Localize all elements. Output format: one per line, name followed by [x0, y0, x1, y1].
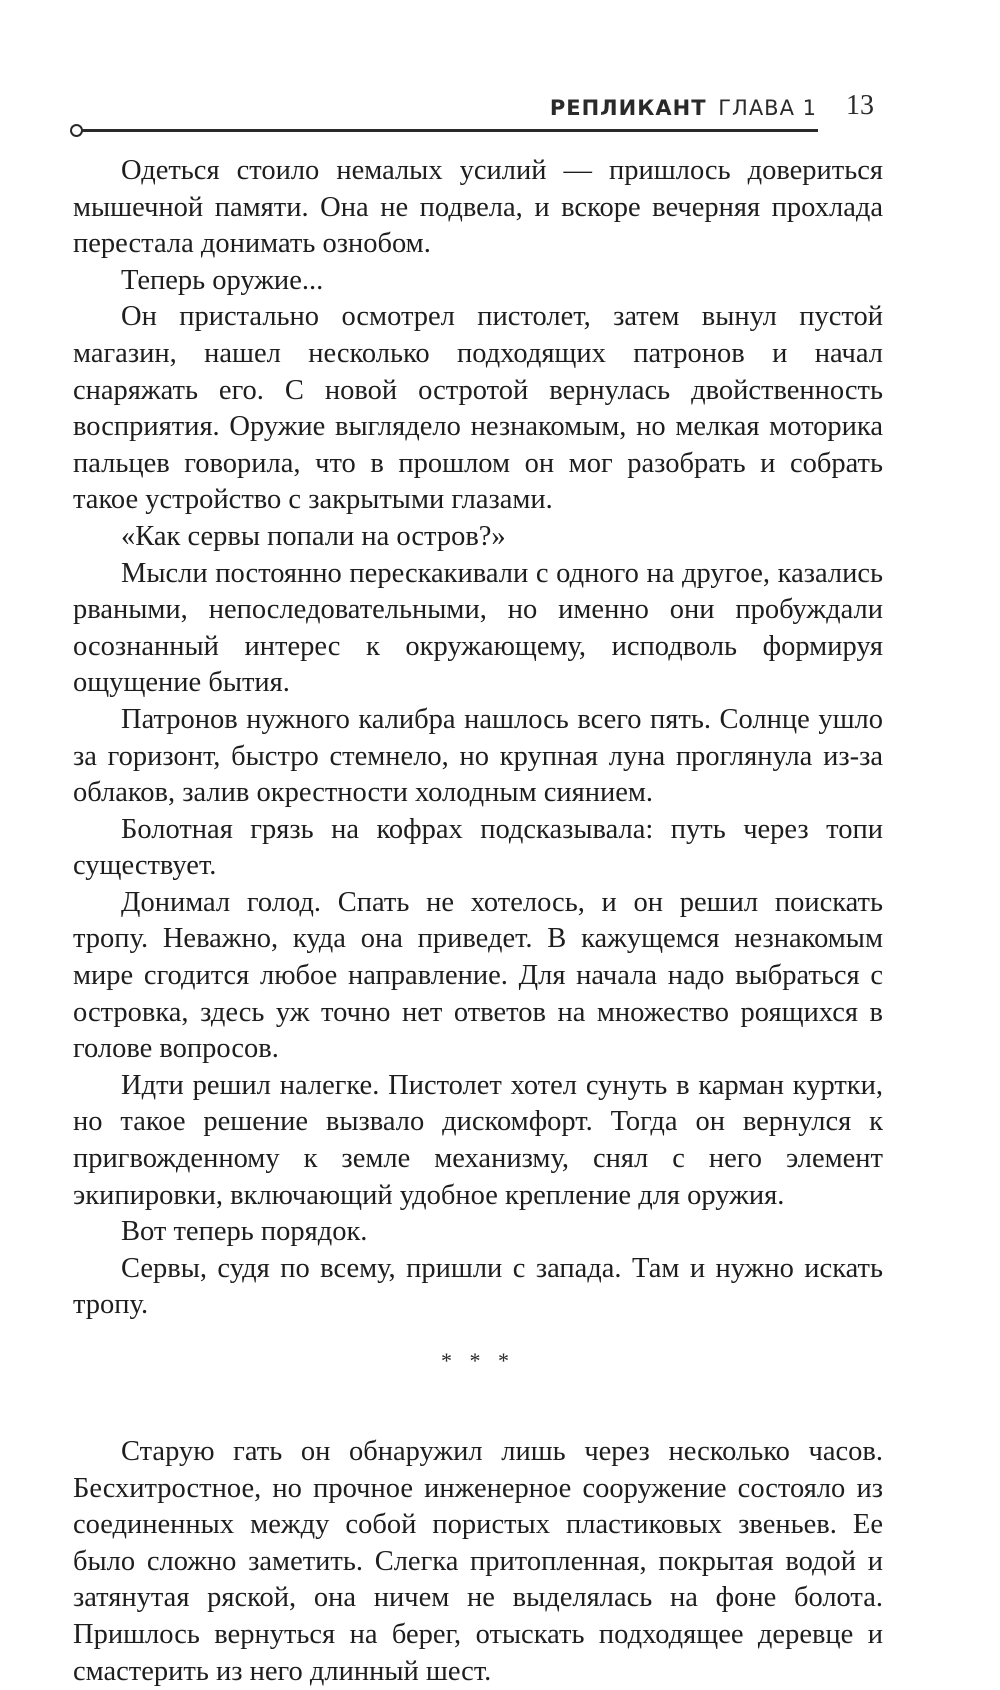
paragraph: Донимал голод. Спать не хотелось, и он решил поискать тропу. Неважно, куда она приведет. В кажущемся незнакомым мире сгодится любое направление. Для начала надо выбраться с островка, здесь уж точно нет ответов на множество роящихся в голове вопросов. [73, 886, 883, 1065]
paragraph: Патронов нужного калибра нашлось всего пять. Солнце ушло за горизонт, быстро стемнело, но крупная луна проглянула из-за облаков, залив окрестности холодным сиянием. [73, 703, 883, 809]
page-header [0, 88, 1000, 148]
running-head [550, 96, 817, 120]
paragraph: Старую гать он обнаружил лишь через несколько часов. Бесхитростное, но прочное инженерное сооружение состояло из соединенных между собой пористых пластиковых звеньев. Ее было сложно заметить. Слегка притопленная, покрытая водой и затянутая ряской, она ничем не выделялась на фоне болота. Пришлось вернуться на берег, отыскать подходящее деревце и смастерить из него длинный шест. [73, 1436, 883, 1687]
paragraph: Одеться стоило немалых усилий — пришлось довериться мышечной памяти. Она не подвела, и вскоре вечерняя прохлада перестала донимать ознобом. [73, 155, 883, 260]
paragraph: Болотная грязь на кофрах подсказывала: путь через топи существует. [73, 813, 883, 882]
body-text [73, 153, 883, 1690]
section-separator: * * * [441, 1348, 515, 1373]
rule-circle-ornament [70, 124, 83, 137]
page-number: 13 [846, 90, 874, 121]
paragraph: Сервы, судя по всему, пришли с запада. Там и нужно искать тропу. [73, 1252, 883, 1321]
book-title: РЕПЛИКАНТ [549, 96, 707, 120]
chapter-label: ГЛАВА 1 [718, 96, 817, 120]
header-rule [80, 129, 818, 132]
paragraph: «Как сервы попали на остров?» [121, 520, 506, 552]
paragraph: Идти решил налегке. Пистолет хотел сунуть в карман куртки, но такое решение вызвало дискомфорт. Тогда он вернулся к пригвожденному к земле механизму, снял с него элемент экипировки, включающий удобное крепление для оружия. [73, 1069, 883, 1211]
paragraph: Теперь оружие... [121, 264, 324, 296]
paragraph: Мысли постоянно перескакивали с одного на другое, казались рваными, непоследовательными, но именно они пробуждали осознанный интерес к окружающему, исподволь формируя ощущение бытия. [73, 557, 883, 699]
paragraph: Вот теперь порядок. [121, 1216, 368, 1248]
paragraph: Он пристально осмотрел пистолет, затем вынул пустой магазин, нашел несколько подходящих патронов и начал снаряжать его. С новой остротой вернулась двойственность восприятия. Оружие выглядело незнакомым, но мелкая моторика пальцев говорила, что в прошлом он мог разобрать и собрать такое устройство с закрытыми глазами. [73, 301, 883, 516]
